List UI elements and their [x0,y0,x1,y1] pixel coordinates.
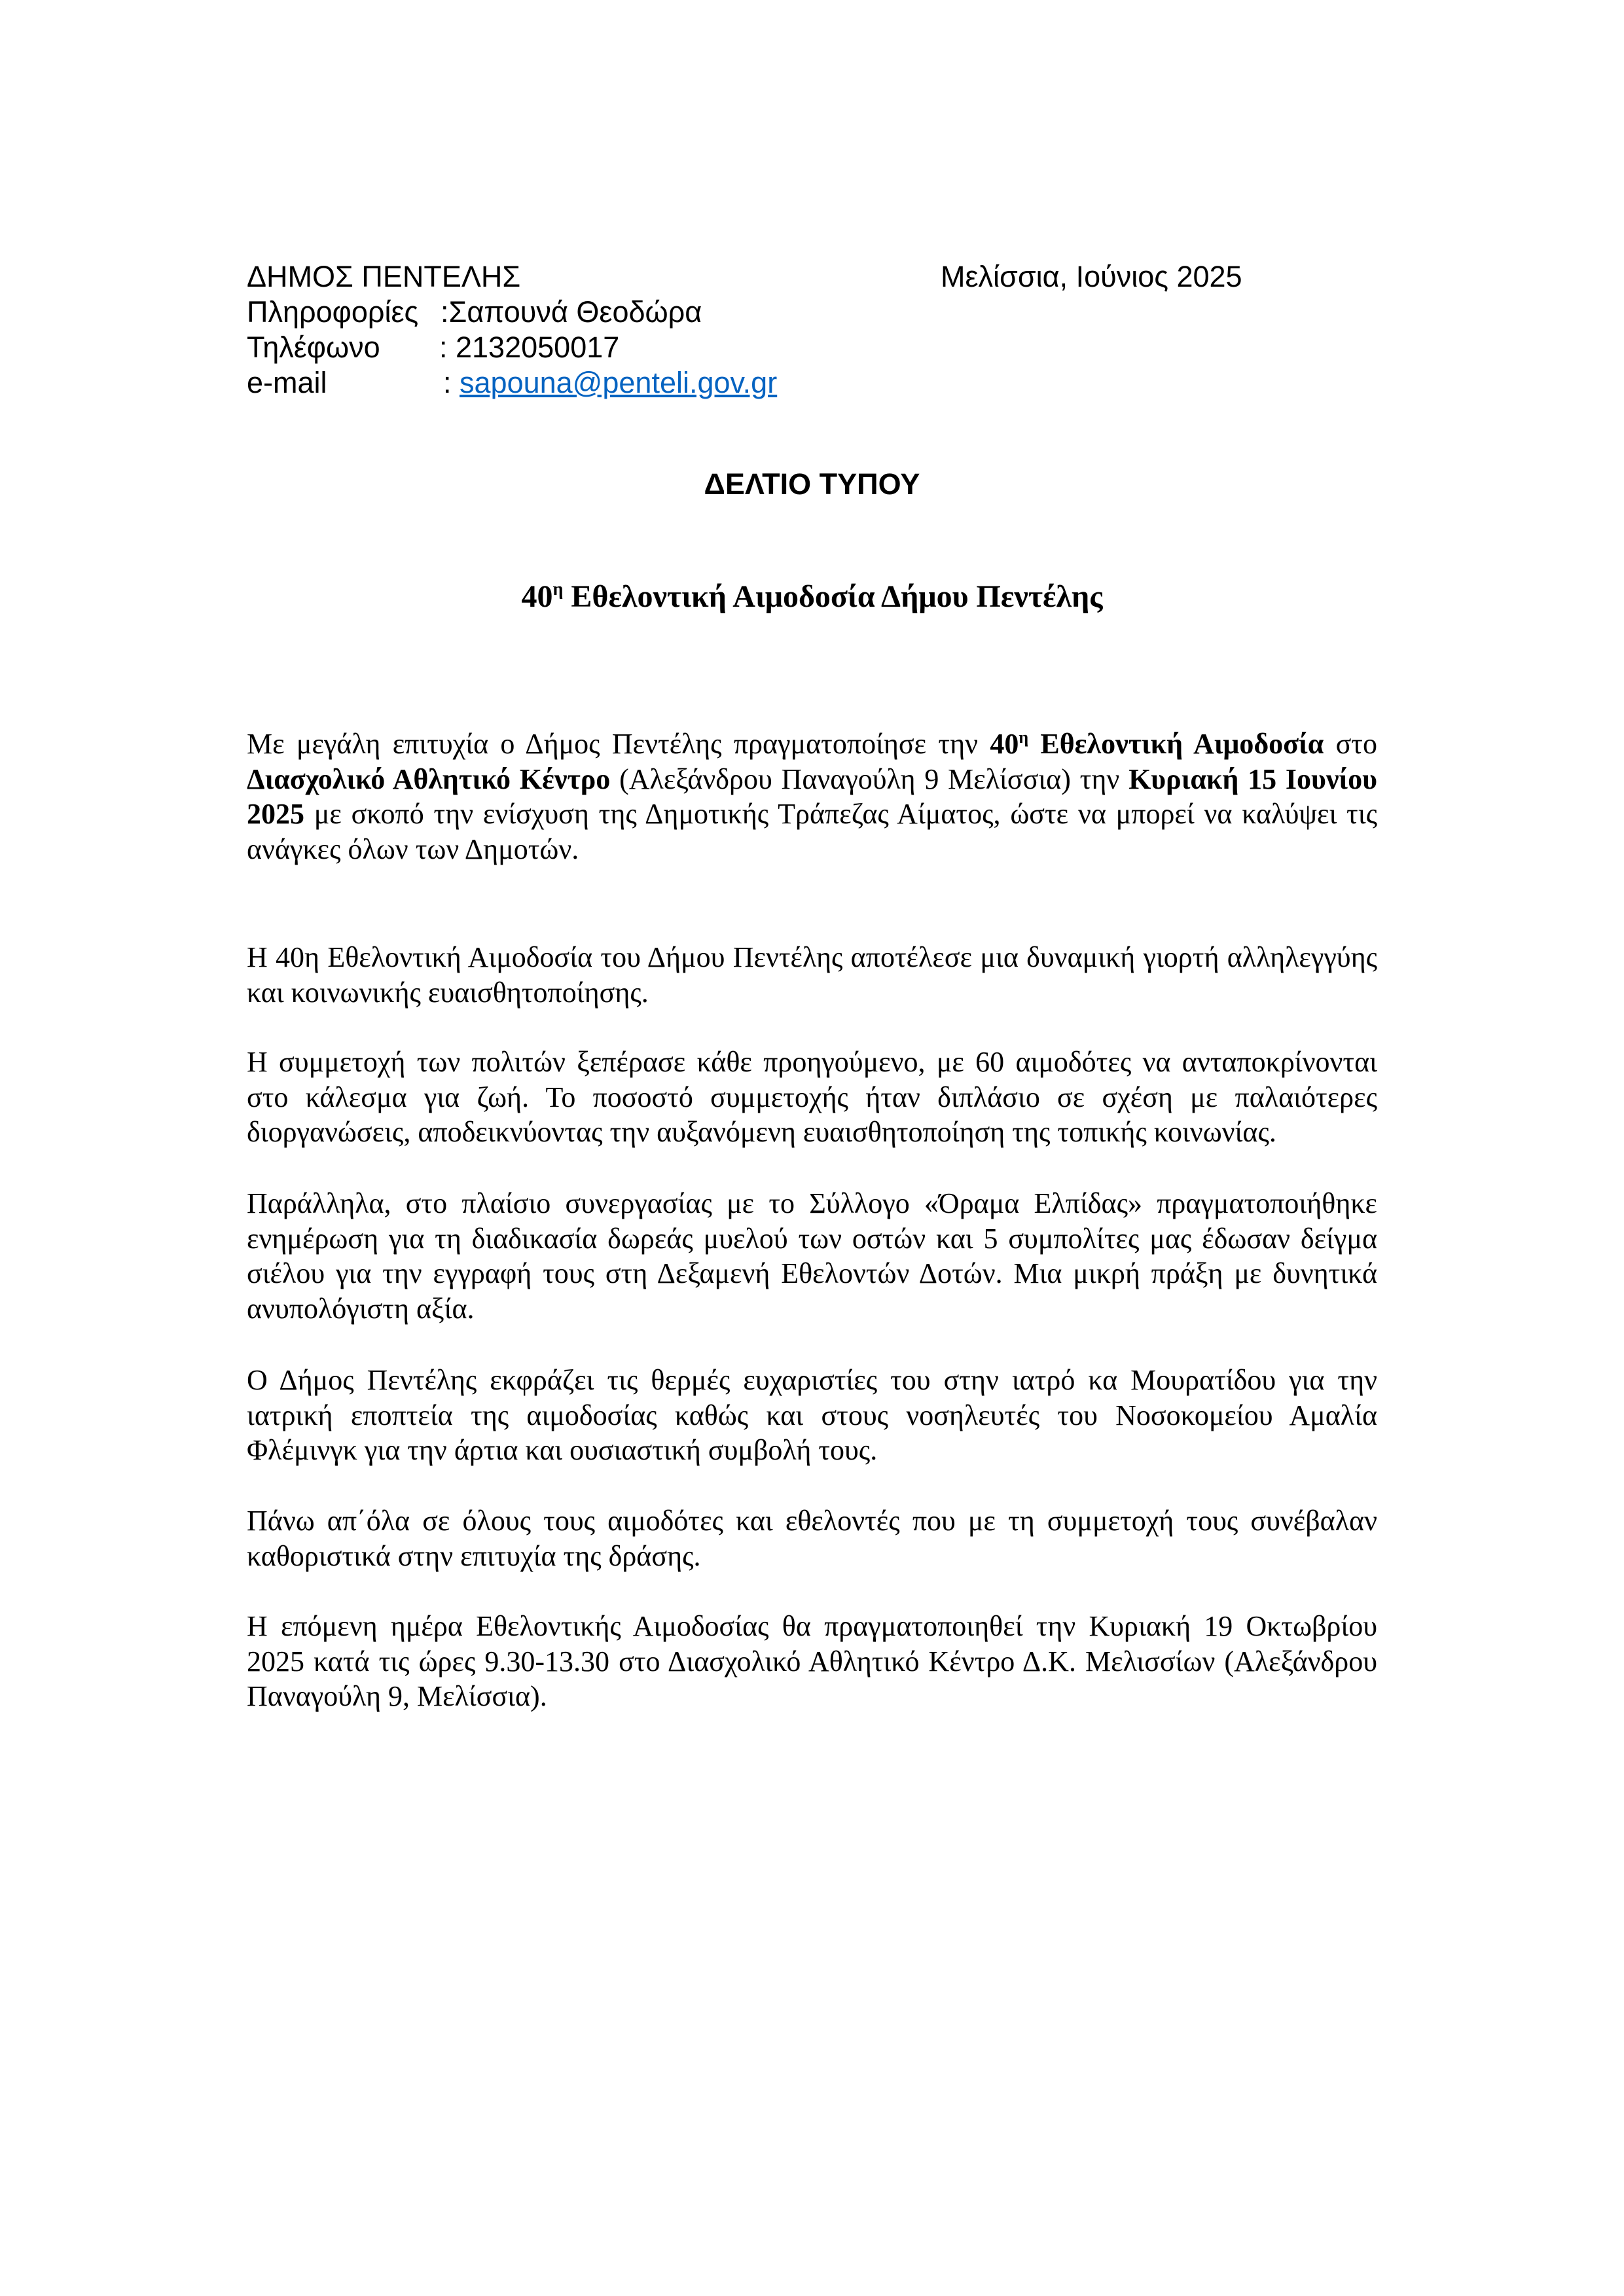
p1-bold-venue: Διασχολικό Αθλητικό Κέντρο [247,762,611,795]
email-value-wrap [443,365,777,401]
p1-bold-date: Κυριακή 15 Ιουνίου 2025 [247,762,1378,830]
p1-text-4: με σκοπό την ενίσχυση της Δημοτικής Τράπεζας Αίματος, ώστε να μπορεί να καλύψει τις ανάγκες όλων των Δημοτών. [247,798,1377,865]
paragraph-participation: Η συμμετοχή των πολιτών ξεπέρασε κάθε προηγούμενο, με 60 αιμοδότες να ανταποκρίνονται στο κάλεσμα για ζωή. Το ποσοστό συμμετοχής ήταν διπλάσιο σε σχέση με παλαιότερες διοργανώσεις, αποδεικνύοντας την αυξανόμενη ευαισθητοποίηση της τοπικής κοινωνίας. [247,1046,1377,1148]
subtitle-number: 40 [521,579,553,614]
organization-name: ΔΗΜΟΣ ΠΕΝΤΕΛΗΣ [247,260,521,293]
p1-bold-ordinal: η [1019,728,1029,747]
p1-bold-number: 40 [990,728,1019,760]
document-title: ΔΕΛΤΙΟ ΤΥΠΟΥ [704,467,920,501]
phone-row [247,330,620,365]
paragraph-thanks: Ο Δήμος Πεντέλης εκφράζει τις θερμές ευχαριστίες του στην ιατρό κα Μουρατίδου για την ιατρική εποπτεία της αιμοδοσίας καθώς και στους νοσηλευτές του Νοσοκομείου Αμαλία Φλέμινγκ για την άρτια και ουσιαστική συμβολή τους. [247,1364,1377,1466]
email-separator: : [443,366,460,399]
subtitle-ordinal: η [552,579,564,600]
p1-bold-text: Εθελοντική Αιμοδοσία [1028,728,1324,760]
info-label: Πληροφορίες [247,295,419,329]
place-date: Μελίσσια, Ιούνιος 2025 [941,260,1242,293]
phone-value: : 2132050017 [439,331,620,364]
info-value: :Σαπουνά Θεοδώρα [441,295,702,329]
subtitle-text: Εθελοντική Αιμοδοσία Δήμου Πεντέλης [563,579,1103,614]
paragraph-intro [247,726,1377,867]
email-row [247,365,778,401]
info-row [247,295,702,330]
paragraph-donors: Πάνω απ΄όλα σε όλους τους αιμοδότες και εθελοντές που με τη συμμετοχή τους συνέβαλαν καθοριστικά στην επιτυχία της δράσης. [247,1505,1377,1572]
paragraph-next-event: Η επόμενη ημέρα Εθελοντικής Αιμοδοσίας θα πραγματοποιηθεί την Κυριακή 19 Οκτωβρίου 2025 κατά τις ώρες 9.30-13.30 στο Διασχολικό Αθλητικό Κέντρο Δ.Κ. Μελισσίων (Αλεξάνδρου Παναγούλη 9, Μελίσσια). [247,1610,1377,1712]
p1-text-1: Με μεγάλη επιτυχία ο Δήμος Πεντέλης πραγματοποίησε την [247,728,990,760]
p1-bold-event [990,728,1324,760]
paragraph-bone-marrow: Παράλληλα, στο πλαίσιο συνεργασίας με το Σύλλογο «Όραμα Ελπίδας» πραγματοποιήθηκε ενημέρωση για τη διαδικασία δωρεάς μυελού των οστών και 5 συμπολίτες μας έδωσαν δείγμα σιέλου για την εγγραφή τους στη Δεξαμενή Εθελοντών Δοτών. Μια μικρή πράξη με δυνητικά ανυπολόγιστη αξία. [247,1187,1377,1325]
document-subtitle [0,578,1624,616]
email-label: e-mail [247,366,327,399]
email-link[interactable]: sapouna@penteli.gov.gr [460,366,778,399]
p1-text-2: στο [1324,728,1377,760]
paragraph-celebration: Η 40η Εθελοντική Αιμοδοσία του Δήμου Πεντέλης αποτέλεσε μια δυναμική γιορτή αλληλεγγύης και κοινωνικής ευαισθητοποίησης. [247,941,1377,1009]
phone-label: Τηλέφωνο [247,331,380,364]
p1-text-3: (Αλεξάνδρου Παναγούλη 9 Μελίσσια) την [610,762,1129,795]
